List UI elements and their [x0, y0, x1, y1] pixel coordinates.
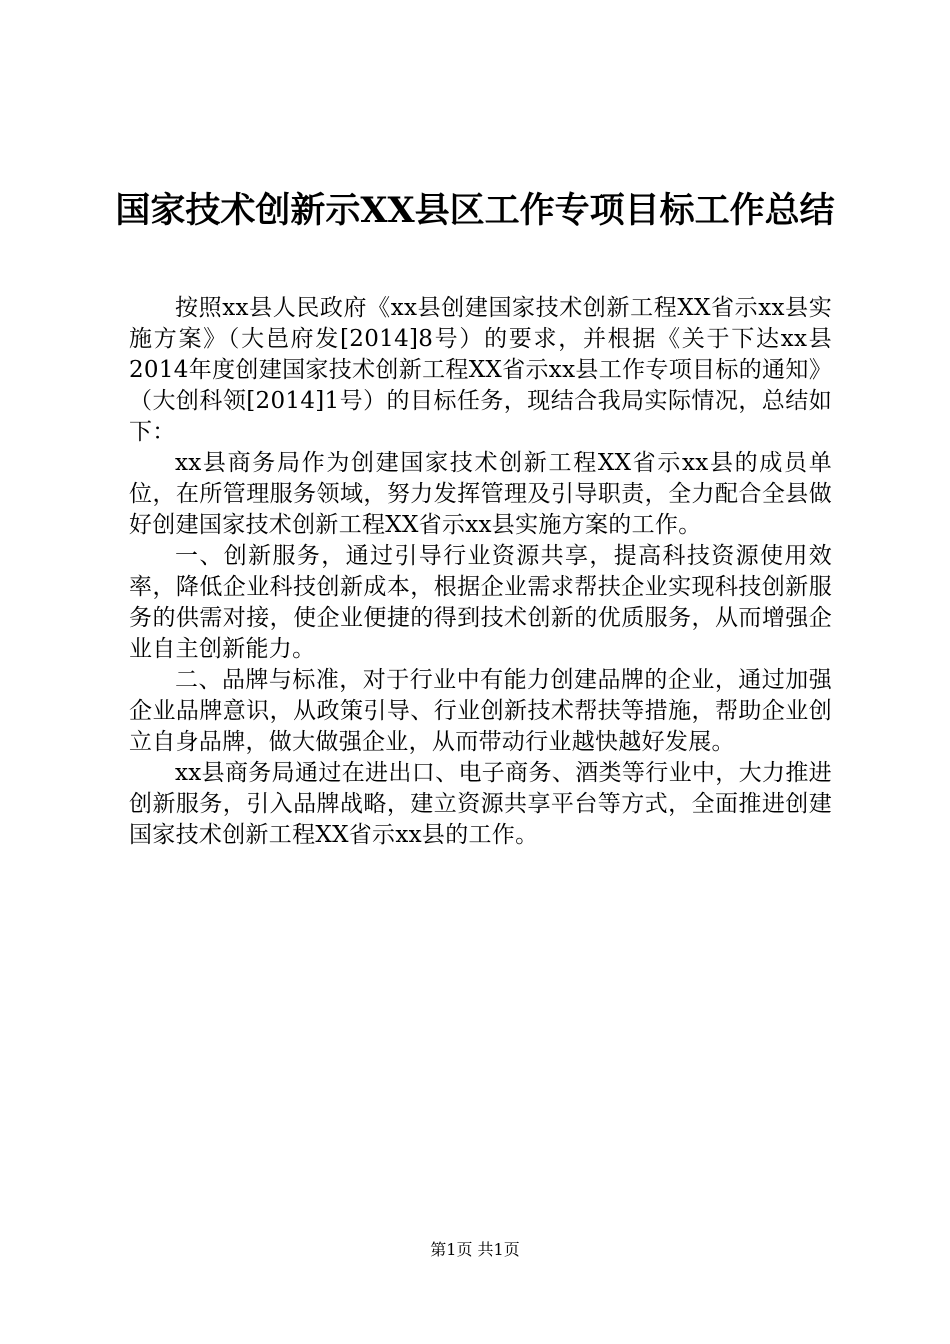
page-footer: 第1页 共1页	[430, 1240, 520, 1259]
paragraph-member-unit: xx县商务局作为创建国家技术创新工程XX省示xx县的成员单位，在所管理服务领域，努力发挥管理及引导职责，全力配合全县做好创建国家技术创新工程XX省示xx县实施方案的工作。	[129, 450, 832, 538]
paragraph-brand-standard: 二、品牌与标准，对于行业中有能力创建品牌的企业，通过加强企业品牌意识，从政策引导、行业创新技术帮扶等措施，帮助企业创立自身品牌，做大做强企业，从而带动行业越快越好发展。	[129, 667, 832, 755]
document-body	[129, 293, 832, 851]
paragraph-conclusion: xx县商务局通过在进出口、电子商务、酒类等行业中，大力推进创新服务，引入品牌战略，建立资源共享平台等方式，全面推进创建国家技术创新工程XX省示xx县的工作。	[129, 760, 832, 848]
document-title: 国家技术创新示XX县区工作专项目标工作总结	[115, 190, 835, 231]
paragraph-innovation-service: 一、创新服务，通过引导行业资源共享，提高科技资源使用效率，降低企业科技创新成本，根据企业需求帮扶企业实现科技创新服务的供需对接，使企业便捷的得到技术创新的优质服务，从而增强企业自主创新能力。	[129, 543, 832, 662]
paragraph-intro: 按照xx县人民政府《xx县创建国家技术创新工程XX省示xx县实施方案》（大邑府发[2014]8号）的要求，并根据《关于下达xx县2014年度创建国家技术创新工程XX省示xx县工作专项目标的通知》（大创科领[2014]1号）的目标任务，现结合我局实际情况，总结如下：	[129, 295, 832, 445]
